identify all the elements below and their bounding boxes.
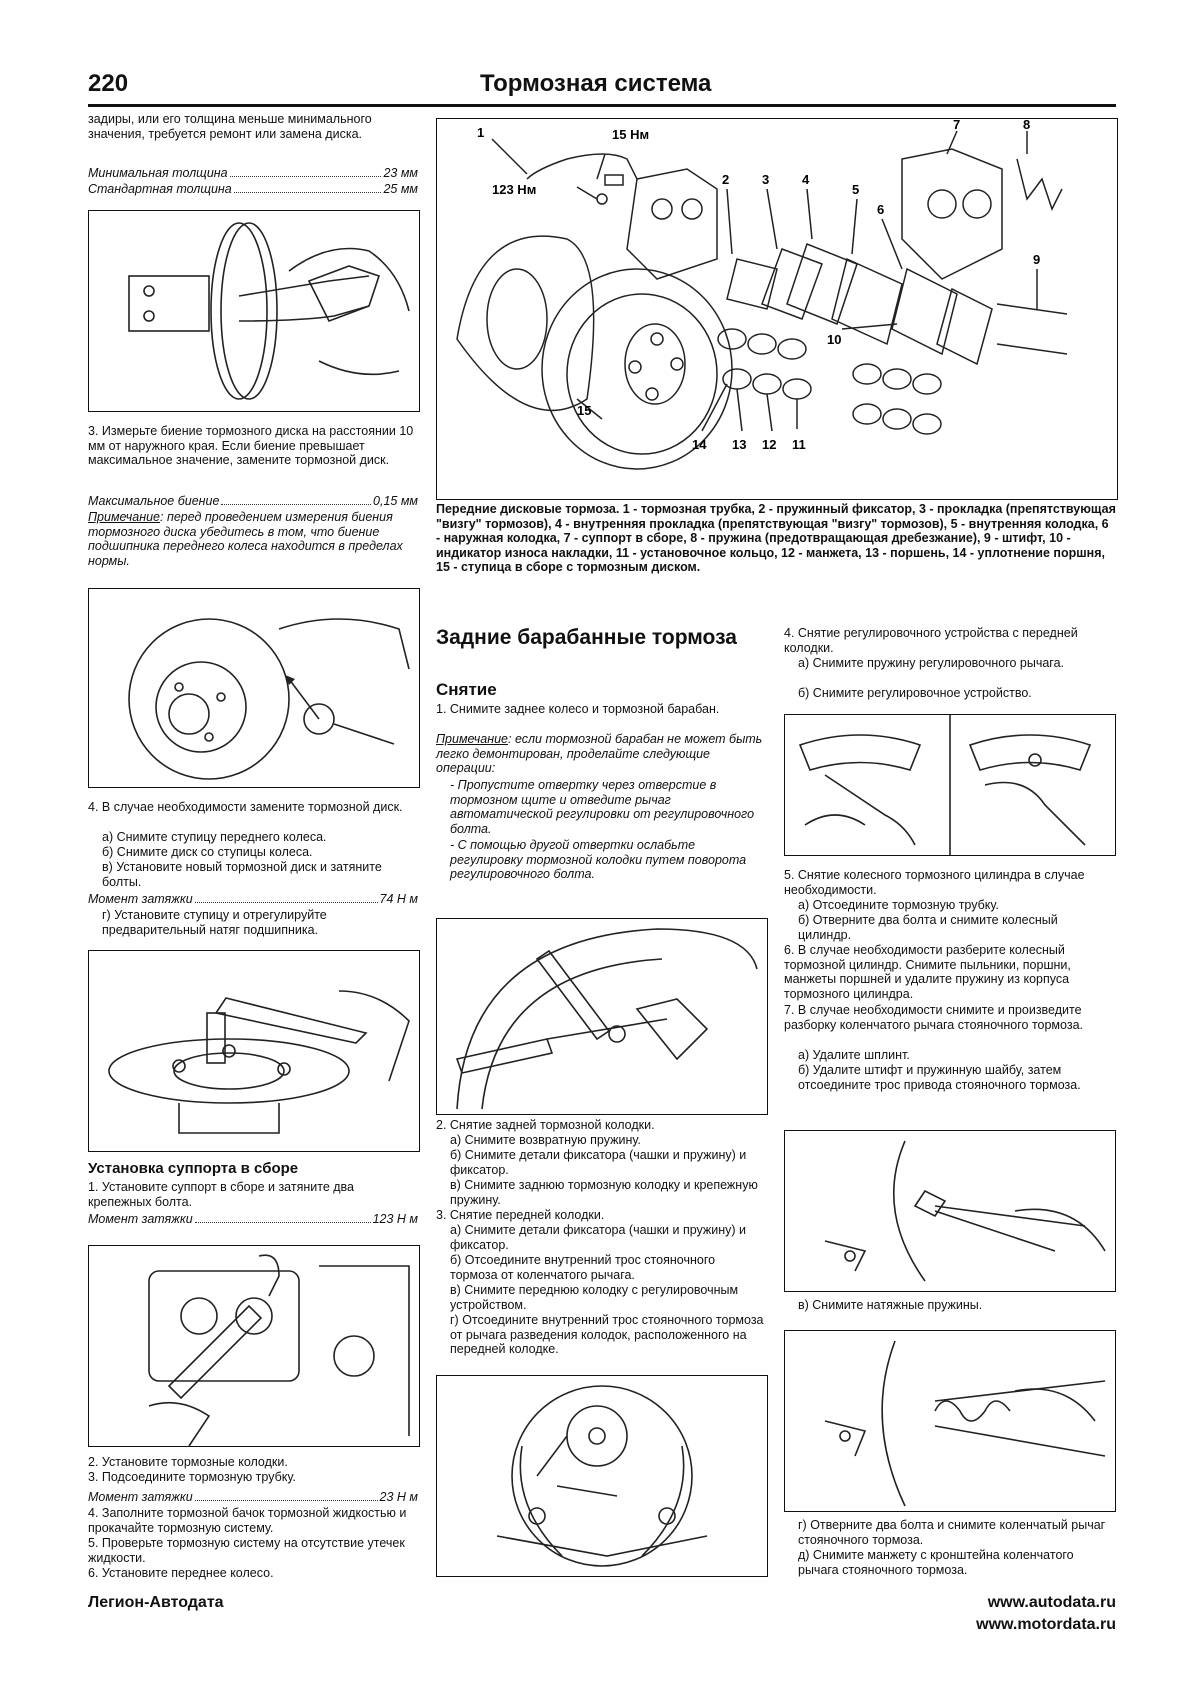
spec-value: 25 мм <box>383 182 418 196</box>
torque-15-label: 15 Нм <box>612 127 650 142</box>
disc-thickness-illustration <box>89 211 419 411</box>
spec-label: Момент затяжки <box>88 1490 193 1504</box>
caliper-step-4: 4. Заполните тормозной бачок тормозной жидкостью и прокачайте тормозную систему. <box>88 1506 407 1535</box>
note-label: Примечание <box>88 510 160 524</box>
right-step-6: 6. В случае необходимости разберите колесный тормозной цилиндр. Снимите пыльники, поршни, манжеты поршней и удалите пружину из корпуса тормозного цилиндра. <box>784 943 1071 1001</box>
callout-2: 2 <box>722 172 730 187</box>
page-number: 220 <box>88 70 129 97</box>
step-4v-text: в) Установите новый тормозной диск и затяните болты. <box>102 860 382 889</box>
right-step-7g: г) Отверните два болта и снимите коленчатый рычаг стояночного тормоза. <box>798 1518 1106 1547</box>
spec-std-thickness <box>88 182 418 197</box>
spec-label: Стандартная толщина <box>88 182 232 196</box>
mid-note-dash-1: - Пропустите отвертку через отверстие в тормозном щите и отведите рычаг автоматической регулировки от регулировочного болта. <box>450 778 755 836</box>
exploded-brake-diagram <box>437 119 1117 499</box>
right-step-4b: б) Снимите регулировочное устройство. <box>798 686 1032 700</box>
callout-5: 5 <box>852 182 860 197</box>
torque-123-label: 123 Нм <box>492 182 537 197</box>
caliper-step-5: 5. Проверьте тормозную систему на отсутствие утечек жидкости. <box>88 1536 405 1565</box>
right-step-5b: б) Отверните два болта и снимите колесный цилиндр. <box>798 913 1058 942</box>
right-step-7: 7. В случае необходимости снимите и произведите разборку коленчатого рычага стояночного тормоза. <box>784 1003 1083 1032</box>
callout-12: 12 <box>762 437 777 452</box>
spec-value: 123 Н м <box>372 1212 418 1226</box>
spec-value: 74 Н м <box>379 892 418 906</box>
mid-step-2a: а) Снимите возвратную пружину. <box>450 1133 641 1147</box>
header-rule <box>88 104 1116 107</box>
tension-springs-illustration <box>785 1331 1115 1511</box>
mid-step-2b: б) Снимите детали фиксатора (чашки и пружину) и фиксатор. <box>450 1148 747 1177</box>
figure-front-disc-brake-exploded <box>436 118 1118 500</box>
figure-brake-shoes <box>436 1375 768 1577</box>
right-step-7v: в) Снимите натяжные пружины. <box>798 1298 983 1312</box>
step-4g-text: г) Установите ступицу и отрегулируйте предварительный натяг подшипника. <box>102 908 327 937</box>
figure-caliper-install <box>88 1245 420 1447</box>
spec-label: Момент затяжки <box>88 892 193 906</box>
callout-1: 1 <box>477 125 485 140</box>
right-step-7a: а) Удалите шплинт. <box>798 1048 910 1062</box>
mid-note <box>436 732 766 776</box>
step-3-text: 3. Измерьте биение тормозного диска на расстоянии 10 мм от наружного края. Если биение превышает максимальное значение, замените тормозной диск. <box>88 424 414 467</box>
spec-runout <box>88 494 418 509</box>
caliper-step-1: 1. Установите суппорт в сборе и затяните два крепежных болта. <box>88 1180 354 1209</box>
figure-disc-thickness <box>88 210 420 412</box>
mid-note-dash-2: - С помощью другой отвертки ослабьте регулировку тормозной колодки путем поворота регулировочного болта. <box>450 838 747 881</box>
callout-7: 7 <box>953 119 961 132</box>
right-step-4: 4. Снятие регулировочного устройства с передней колодки. <box>784 626 1078 655</box>
callout-3: 3 <box>762 172 770 187</box>
caliper-step-6: 6. Установите переднее колесо. <box>88 1566 274 1580</box>
mid-step-1: 1. Снимите заднее колесо и тормозной барабан. <box>436 702 720 716</box>
note-runout <box>88 510 418 568</box>
caliper-install-illustration <box>89 1246 419 1446</box>
brake-shoes-illustration <box>437 1376 767 1576</box>
spec-label: Максимальное биение <box>88 494 220 508</box>
mid-step-3g: г) Отсоедините внутренний трос стояночного тормоза от рычага разведения колодок, расположенного на передней колодке. <box>450 1313 764 1356</box>
callout-6: 6 <box>877 202 885 217</box>
drum-screwdriver-illustration <box>437 919 767 1114</box>
spec-torque-74 <box>88 892 418 907</box>
mid-step-3: 3. Снятие передней колодки. <box>436 1208 605 1222</box>
disc-runout-illustration <box>89 589 419 787</box>
right-step-5: 5. Снятие колесного тормозного цилиндра в случае необходимости. <box>784 868 1085 897</box>
step-4-text: 4. В случае необходимости замените тормозной диск. <box>88 800 403 814</box>
step-4a-text: а) Снимите ступицу переднего колеса. <box>102 830 327 844</box>
mid-step-3b: б) Отсоедините внутренний трос стояночного тормоза от коленчатого рычага. <box>450 1253 716 1282</box>
spec-label: Минимальная толщина <box>88 166 228 180</box>
mid-step-2v: в) Снимите заднюю тормозную колодку и крепежную пружину. <box>450 1178 758 1207</box>
figure-disc-runout <box>88 588 420 788</box>
removal-subheading: Снятие <box>436 680 497 699</box>
rear-drum-heading: Задние барабанные тормоза <box>436 626 737 649</box>
footer-url-autodata[interactable]: www.autodata.ru <box>987 1594 1116 1611</box>
callout-11: 11 <box>792 437 806 452</box>
spec-torque-23 <box>88 1490 418 1505</box>
mid-step-3a: а) Снимите детали фиксатора (чашки и пружину) и фиксатор. <box>450 1223 747 1252</box>
callout-4: 4 <box>802 172 810 187</box>
mid-step-2: 2. Снятие задней тормозной колодки. <box>436 1118 655 1132</box>
spec-label: Момент затяжки <box>88 1212 193 1226</box>
note-label: Примечание <box>436 732 508 746</box>
figure-parking-lever-pin <box>784 1130 1116 1292</box>
right-step-4a: а) Снимите пружину регулировочного рычага. <box>798 656 1065 670</box>
callout-9: 9 <box>1033 252 1041 267</box>
spec-torque-123 <box>88 1212 418 1227</box>
footer-url-motordata[interactable]: www.motordata.ru <box>976 1616 1116 1633</box>
right-step-7d: д) Снимите манжету с кронштейна коленчатого рычага стояночного тормоза. <box>798 1548 1074 1577</box>
caliper-install-heading: Установка суппорта в сборе <box>88 1160 299 1177</box>
note-text: : перед проведением измерения биения тормозного диска убедитесь в том, что биение подшипника переднего колеса находится в пределах нормы. <box>88 510 403 568</box>
page-title: Тормозная система <box>480 70 712 97</box>
mid-step-3v: в) Снимите переднюю колодку с регулировочным устройством. <box>450 1283 739 1312</box>
callout-8: 8 <box>1023 119 1031 132</box>
right-step-7b: б) Удалите штифт и пружинную шайбу, затем отсоедините трос привода стояночного тормоза. <box>798 1063 1081 1092</box>
spec-value: 23 мм <box>383 166 418 180</box>
callout-13: 13 <box>732 437 747 452</box>
step-4b-text: б) Снимите диск со ступицы колеса. <box>102 845 313 859</box>
note-text: : если тормозной барабан не может быть легко демонтирован, проделайте следующие операции: <box>436 732 763 775</box>
figure-adjuster-removal <box>784 714 1116 856</box>
figure-tension-springs <box>784 1330 1116 1512</box>
figure-drum-screwdriver <box>436 918 768 1115</box>
callout-14: 14 <box>692 437 707 452</box>
intro-text: задиры, или его толщина меньше минимального значения, требуется ремонт или замена диска. <box>88 112 372 141</box>
spec-value: 23 Н м <box>379 1490 418 1504</box>
hub-nut-illustration <box>89 951 419 1151</box>
figure-hub-nut <box>88 950 420 1152</box>
callout-10: 10 <box>827 332 842 347</box>
right-step-5a: а) Отсоедините тормозную трубку. <box>798 898 999 912</box>
spec-value: 0,15 мм <box>373 494 418 508</box>
publisher-name: Легион-Автодата <box>88 1594 224 1611</box>
spec-min-thickness <box>88 166 418 181</box>
parking-lever-pin-illustration <box>785 1131 1115 1291</box>
adjuster-removal-illustration <box>785 715 1115 855</box>
caliper-step-2: 2. Установите тормозные колодки. <box>88 1455 288 1469</box>
diagram-caption: Передние дисковые тормоза. 1 - тормозная трубка, 2 - пружинный фиксатор, 3 - прокладка (препятствующая "визгу" тормозов), 4 - внутренняя прокладка (препятствующая "визгу" тормозов), 5 - внутренняя колодка, 6 - наружная колодка, 7 - суппорт в сборе, 8 - пружина (предотвращающая дребезжание), 9 - штифт, 10 - индикатор износа накладки, 11 - установочное кольцо, 12 - манжета, 13 - поршень, 14 - уплотнение поршня, 15 - ступица в сборе с тормозным диском. <box>436 502 1116 574</box>
callout-15: 15 <box>577 403 592 418</box>
caliper-step-3: 3. Подсоедините тормозную трубку. <box>88 1470 296 1484</box>
